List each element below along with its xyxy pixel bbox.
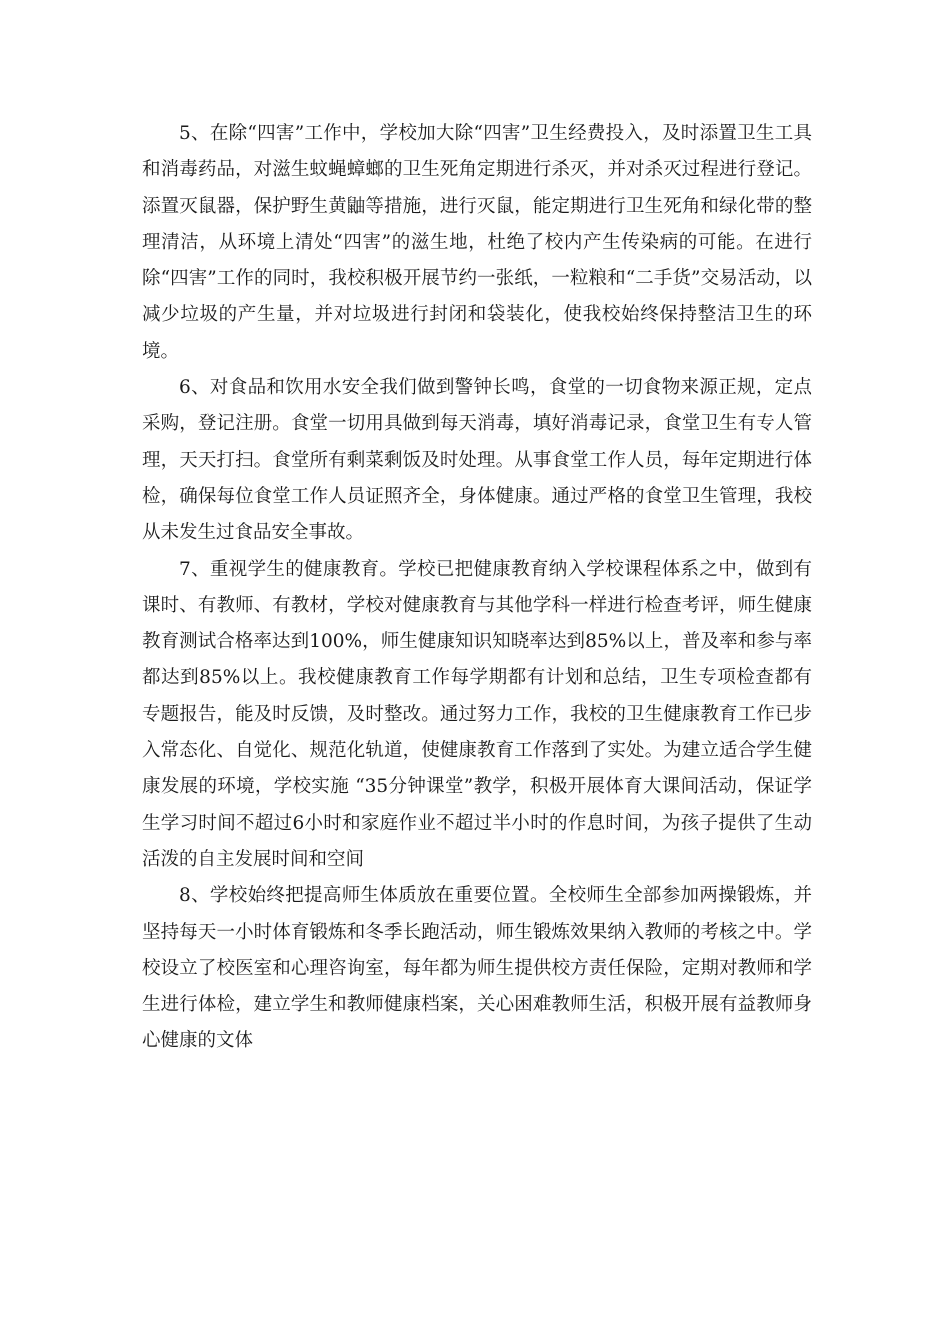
paragraph-item-7: 7、重视学生的健康教育。学校已把健康教育纳入学校课程体系之中，做到有课时、有教师、有教材，学校对健康教育与其他学科一样进行检查考评，师生健康教育测试合格率达到100%，师生健康知识知晓率达到85%以上，普及率和参与率都达到85%以上。我校健康教育工作每学期都有计划和总结，卫生专项检查都有专题报告，能及时反馈，及时整改。通过努力工作，我校的卫生健康教育工作已步入常态化、自觉化、规范化轨道，使健康教育工作落到了实处。为建立适合学生健康发展的环境，学校实施 “35分钟课堂”教学，积极开展体育大课间活动，保证学生学习时间不超过6小时和家庭作业不超过半小时的作息时间，为孩子提供了生动活泼的自主发展时间和空间 (142, 558, 812, 870)
paragraph-item-5: 5、在除“四害”工作中，学校加大除“四害”卫生经费投入，及时添置卫生工具和消毒药品，对滋生蚊蝇蟑螂的卫生死角定期进行杀灭，并对杀灭过程进行登记。添置灭鼠器，保护野生黄鼬等措施，进行灭鼠，能定期进行卫生死角和绿化带的整理清洁，从环境上清处“四害”的滋生地，杜绝了校内产生传染病的可能。在进行除“四害”工作的同时，我校积极开展节约一张纸，一粒粮和“二手货”交易活动，以减少垃圾的产生量，并对垃圾进行封闭和袋装化，使我校始终保持整洁卫生的环境。 (142, 123, 812, 362)
paragraph-item-6: 6、对食品和饮用水安全我们做到警钟长鸣，食堂的一切食物来源正规，定点采购，登记注册。食堂一切用具做到每天消毒，填好消毒记录，食堂卫生有专人管理，天天打扫。食堂所有剩菜剩饭及时处理。从事食堂工作人员，每年定期进行体检，确保每位食堂工作人员证照齐全，身体健康。通过严格的食堂卫生管理，我校从未发生过食品安全事故。 (142, 377, 812, 544)
document-page (142, 116, 812, 1060)
paragraph-item-8: 8、学校始终把提高师生体质放在重要位置。全校师生全部参加两操锻炼，并坚持每天一小时体育锻炼和冬季长跑活动，师生锻炼效果纳入教师的考核之中。学校设立了校医室和心理咨询室，每年都为师生提供校方责任保险，定期对教师和学生进行体检，建立学生和教师健康档案，关心困难教师生活，积极开展有益教师身心健康的文体 (142, 885, 812, 1052)
